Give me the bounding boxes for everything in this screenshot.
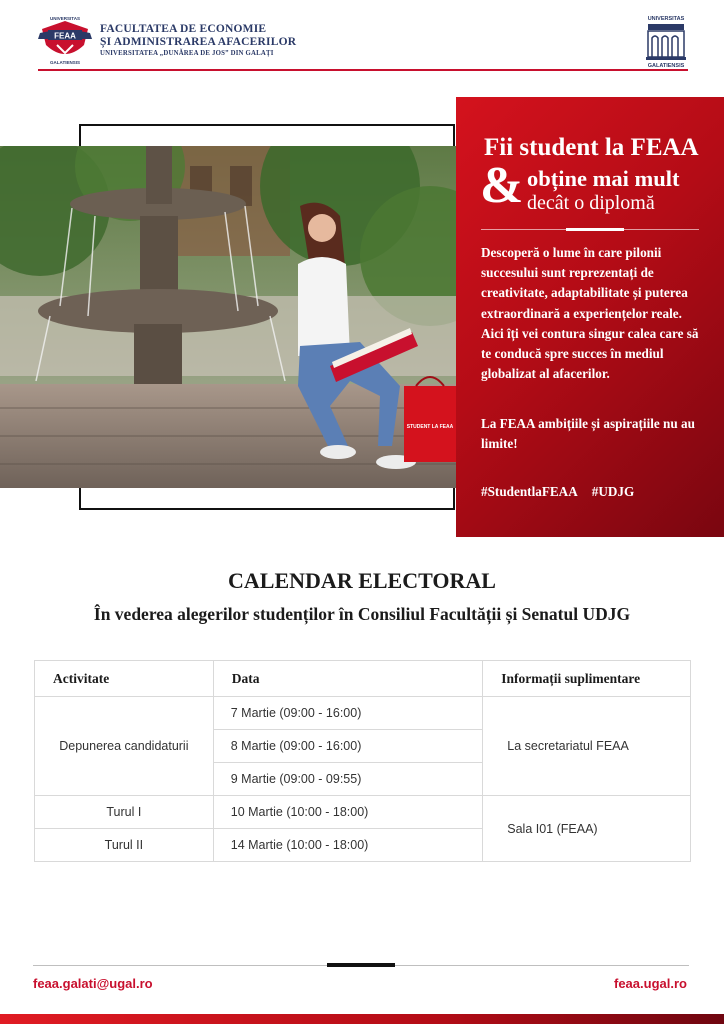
- header-activity: Activitate: [35, 661, 214, 697]
- promo-title-line3: decât o diplomă: [527, 192, 655, 214]
- activity-cell-round2: Turul II: [35, 829, 214, 862]
- electoral-calendar-table: [34, 660, 691, 862]
- faculty-name-line1: FACULTATEA DE ECONOMIE: [100, 23, 267, 35]
- header-divider: [38, 69, 688, 71]
- faculty-name-line2: ȘI ADMINISTRAREA AFACERILOR: [100, 36, 297, 48]
- footer-divider-accent: [327, 963, 395, 967]
- date-cell: 14 Martie (10:00 - 18:00): [213, 829, 483, 862]
- bag-text: STUDENT LA FEAA: [406, 424, 454, 430]
- hashtag-studentlafeaa: #StudentlaFEAA: [481, 484, 578, 499]
- date-cell: 8 Martie (09:00 - 16:00): [213, 730, 483, 763]
- table-row: [35, 697, 691, 730]
- info-cell-secretariat: La secretariatul FEAA: [483, 697, 691, 796]
- activity-cell-round1: Turul I: [35, 796, 214, 829]
- logo-top-text: UNIVERSITAS: [50, 16, 80, 21]
- promo-divider-accent: [566, 228, 624, 231]
- header-date: Data: [213, 661, 483, 697]
- bottom-accent-bar: [0, 1014, 724, 1024]
- page-subtitle: În vederea alegerilor studenților în Consiliul Facultății și Senatul UDJG: [93, 604, 631, 624]
- table-header-row: [35, 661, 691, 697]
- activity-cell-candidacy: Depunerea candidaturii: [35, 697, 214, 796]
- hashtag-udjg: #UDJG: [591, 484, 635, 499]
- hero-photo: [0, 146, 456, 488]
- hashtags: [481, 484, 648, 500]
- promo-paragraph: Descoperă o lume în care pilonii succesului sunt reprezentați de creativitate, adaptabilitate și puterea extraordinară a experiențelor reale. Aici îți vei contura singur calea care să te conducă spre succes în mediul globalizat al afacerilor.: [481, 245, 699, 382]
- promo-ampersand: &: [480, 157, 524, 214]
- info-cell-room: Sala I01 (FEAA): [483, 796, 691, 862]
- promo-title-line1: Fii student la FEAA: [484, 134, 699, 161]
- footer-website-link[interactable]: feaa.ugal.ro: [614, 976, 687, 991]
- univ-logo-top-text: UNIVERSITAS: [647, 16, 685, 22]
- date-cell: 7 Martie (09:00 - 16:00): [213, 697, 483, 730]
- promo-tagline: La FEAA ambițiile și aspirațiile nu au limite!: [481, 416, 695, 452]
- university-logo: [642, 14, 690, 68]
- logo-main-text: FEAA: [54, 31, 76, 41]
- date-cell: 10 Martie (10:00 - 18:00): [213, 796, 483, 829]
- header-info: Informații suplimentare: [483, 661, 691, 697]
- univ-logo-bottom-text: GALATIENSIS: [647, 63, 685, 68]
- university-name: UNIVERSITATEA „DUNĂREA DE JOS” DIN GALAȚI: [100, 50, 274, 57]
- feaa-logo: [38, 15, 92, 65]
- table-row: [35, 796, 691, 829]
- logo-bottom-text: GALATIENSIS: [50, 60, 80, 65]
- footer-email-link[interactable]: feaa.galati@ugal.ro: [33, 976, 153, 991]
- page-title: CALENDAR ELECTORAL: [228, 568, 496, 593]
- promo-title-line2: obține mai mult: [527, 166, 680, 191]
- date-cell: 9 Martie (09:00 - 09:55): [213, 763, 483, 796]
